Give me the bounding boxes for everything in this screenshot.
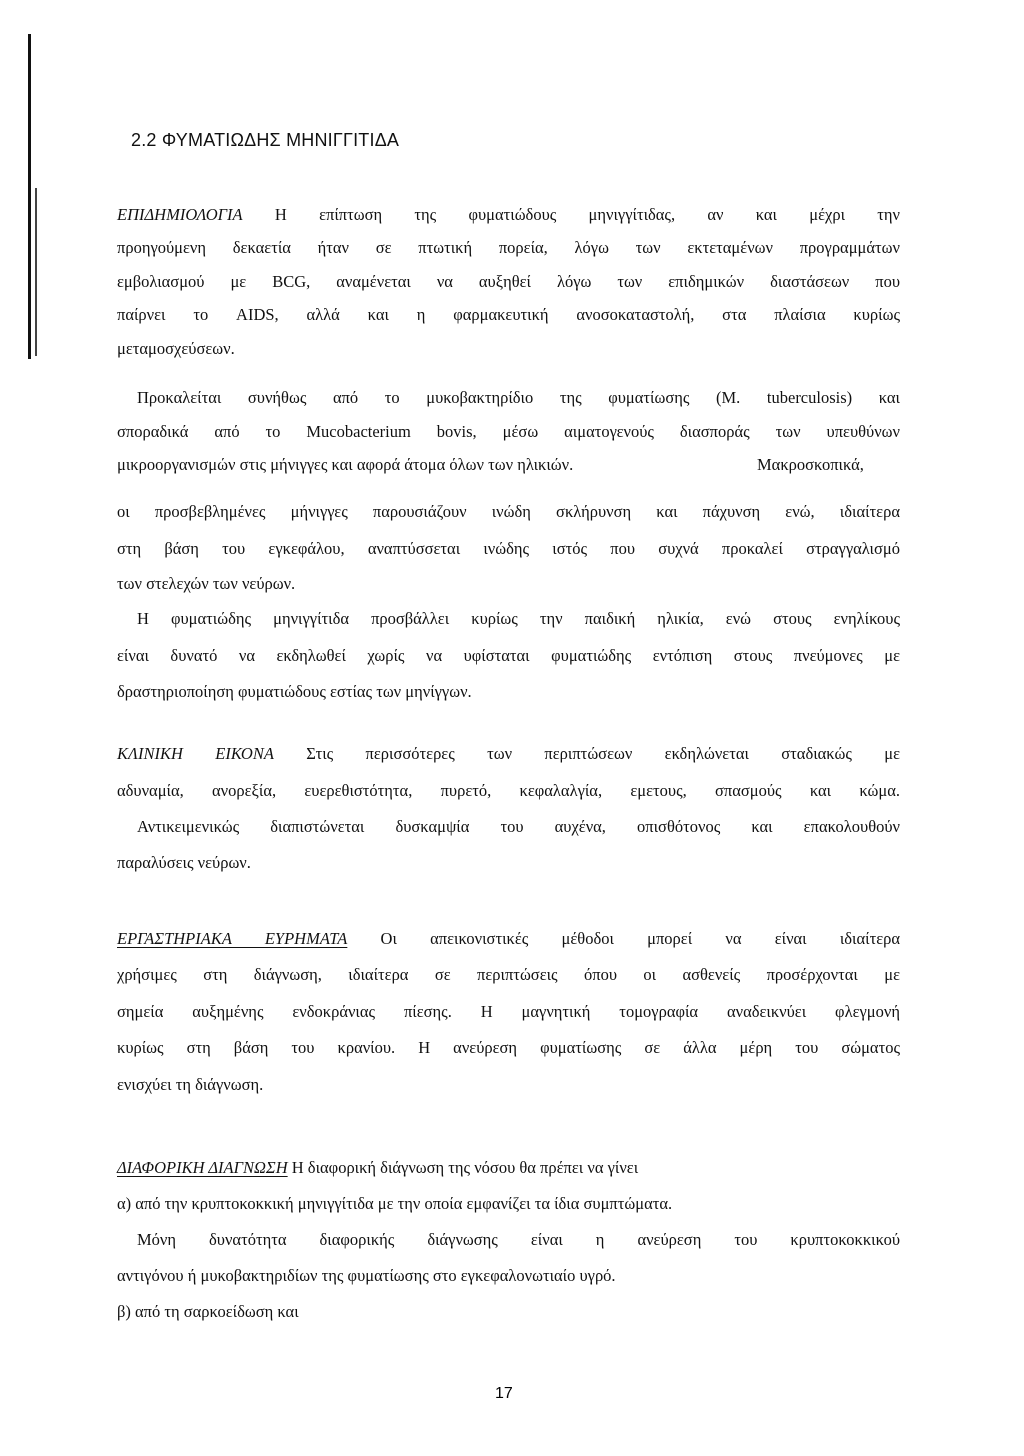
epidemiology-label: ΕΠΙΔΗΜΙΟΛΟΓΙΑ — [117, 205, 243, 224]
cause-line-5: στη βάση του εγκεφάλου, αναπτύσσεται ινώδης ιστός που συχνά προκαλεί στραγγαλισμό — [117, 539, 900, 558]
differential-line-3: Μόνη δυνατότητα διαφορικής διάγνωσης είναι η ανεύρεση του κρυπτοκοκκικού — [137, 1230, 900, 1249]
cause-line-2: σποραδικά από το Mucobacterium bovis, μέσω αιματογενούς διασποράς των υπευθύνων — [117, 422, 900, 441]
lab-line-1: ΕΡΓΑΣΤΗΡΙΑΚΑ ΕΥΡΗΜΑΤΑ Οι απεικονιστικές μέθοδοι μπορεί να είναι ιδιαίτερα — [117, 929, 901, 948]
epidemiology-line-1: ΕΠΙΔΗΜΙΟΛΟΓΙΑ Η επίπτωση της φυματιώδους μηνιγγίτιδας, αν και μέχρι την — [117, 205, 900, 224]
cause-line-3: μικροοργανισμών στις μήνιγγες και αφορά άτομα όλων των ηλικιών. Μακροσκοπικά, — [117, 455, 864, 474]
age-line-2: είναι δυνατό να εκδηλωθεί χωρίς να υφίσταται φυματιώδης εντόπιση στους πνεύμονες με — [117, 646, 900, 665]
lab-line-2: χρήσιμες στη διάγνωση, ιδιαίτερα σε περιπτώσεις όπου οι ασθενείς προσέρχονται με — [117, 965, 900, 984]
epidemiology-line-2: προηγούμενη δεκαετία ήταν σε πτωτική πορεία, λόγω των εκτεταμένων προγραμμάτων — [117, 238, 900, 257]
age-line-3: δραστηριοποίηση φυματιώδους εστίας των μηνίγγων. — [117, 682, 472, 701]
clinical-line-4: παραλύσεις νεύρων. — [117, 853, 251, 872]
scan-artifact-line — [35, 188, 37, 356]
lab-label: ΕΡΓΑΣΤΗΡΙΑΚΑ ΕΥΡΗΜΑΤΑ — [117, 929, 348, 948]
age-line-1: Η φυματιώδης μηνιγγίτιδα προσβάλλει κυρίως την παιδική ηλικία, ενώ στους ενηλίκους — [137, 609, 900, 628]
clinical-line-3: Αντικειμενικώς διαπιστώνεται δυσκαμψία του αυχένα, οπισθότονος και επακολουθούν — [137, 817, 900, 836]
differential-label: ΔΙΑΦΟΡΙΚΗ ΔΙΑΓΝΩΣΗ — [117, 1158, 288, 1177]
page-number: 17 — [495, 1385, 513, 1402]
macro-start: Μακροσκοπικά, — [757, 455, 864, 474]
lab-line-4: κυρίως στη βάση του κρανίου. Η ανεύρεση φυματίωσης σε άλλα μέρη του σώματος — [117, 1038, 900, 1057]
section-heading: 2.2 ΦΥΜΑΤΙΩΔΗΣ ΜΗΝΙΓΓΙΤΙΔΑ — [131, 130, 400, 150]
lab-line-3: σημεία αυξημένης ενδοκράνιας πίεσης. Η μαγνητική τομογραφία αναδεικνύει φλεγμονή — [117, 1002, 900, 1021]
epidemiology-line-4: παίρνει το AIDS, αλλά και η φαρμακευτική ανοσοκαταστολή, στα πλαίσια κυρίως — [117, 305, 900, 324]
scan-artifact-bar — [28, 34, 31, 359]
lab-line-5: ενισχύει τη διάγνωση. — [117, 1075, 264, 1094]
scan-margin — [0, 0, 22, 1456]
cause-line-1: Προκαλείται συνήθως από το μυκοβακτηρίδιο της φυματίωσης (M. tuberculosis) και — [137, 388, 900, 407]
differential-line-2: α) από την κρυπτοκοκκική μηνιγγίτιδα με την οποία εμφανίζει τα ίδια συμπτώματα. — [117, 1194, 673, 1213]
cause-line-4: οι προσβεβλημένες μήνιγγες παρουσιάζουν ινώδη σκλήρυνση και πάχυνση ενώ, ιδιαίτερα — [117, 502, 900, 521]
differential-line-1: ΔΙΑΦΟΡΙΚΗ ΔΙΑΓΝΩΣΗ Η διαφορική διάγνωση της νόσου θα πρέπει να γίνει — [117, 1158, 639, 1177]
differential-line-4: αντιγόνου ή μυκοβακτηριδίων της φυματίωσης στο εγκεφαλονωτιαίο υγρό. — [117, 1266, 616, 1285]
differential-line-5: β) από τη σαρκοείδωση και — [117, 1302, 299, 1321]
clinical-label: ΚΛΙΝΙΚΗ ΕΙΚΟΝΑ — [117, 744, 274, 763]
clinical-line-1: ΚΛΙΝΙΚΗ ΕΙΚΟΝΑ Στις περισσότερες των περιπτώσεων εκδηλώνεται σταδιακώς με — [117, 744, 900, 763]
epidemiology-line-5: μεταμοσχεύσεων. — [117, 339, 235, 358]
epidemiology-line-3: εμβολιασμού με BCG, αναμένεται να αυξηθεί λόγω των επιδημικών διαστάσεων που — [117, 272, 900, 291]
clinical-line-2: αδυναμία, ανορεξία, ευερεθιστότητα, πυρετό, κεφαλαλγία, εμετους, σπασμούς και κώμα. — [117, 781, 900, 800]
cause-line-6: των στελεχών των νεύρων. — [117, 574, 296, 593]
